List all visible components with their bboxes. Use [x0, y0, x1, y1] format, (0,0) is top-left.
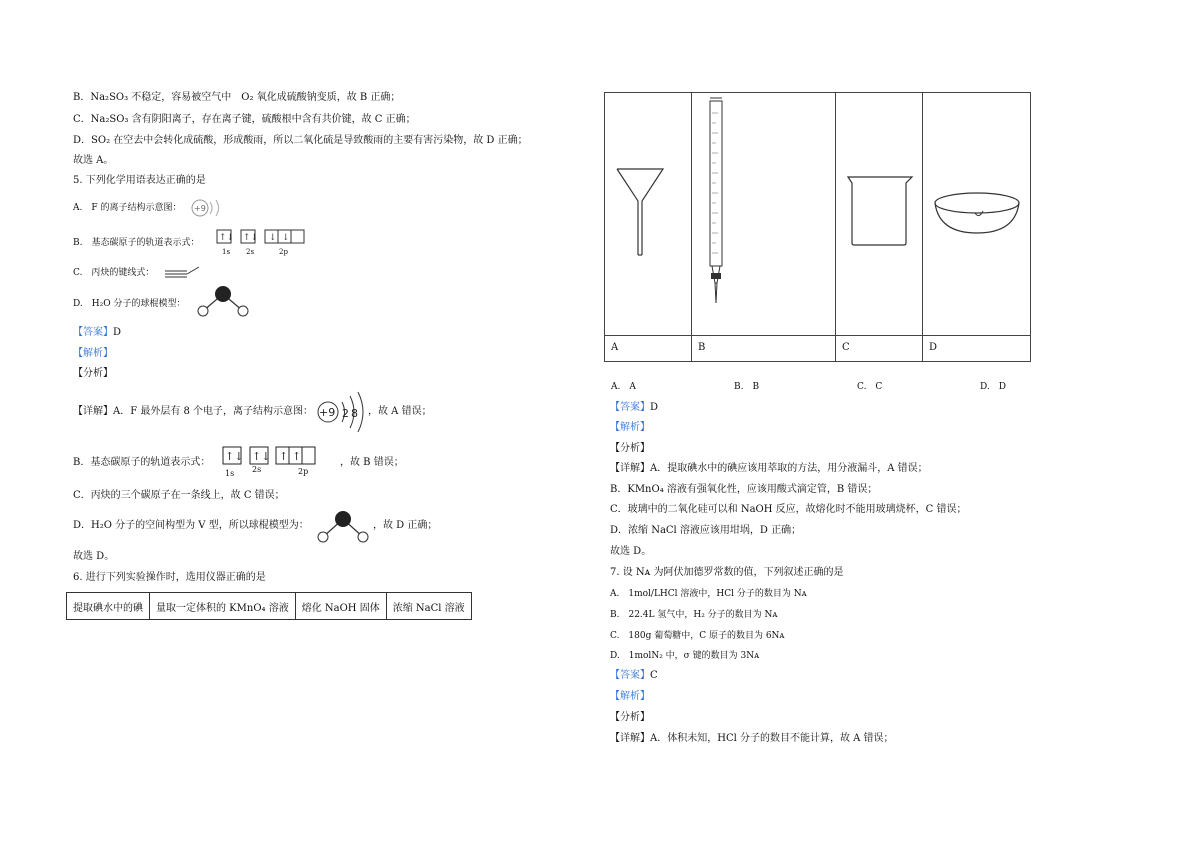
svg-text:↑: ↑ [292, 450, 302, 463]
table-cell: 浓缩 NaCl 溶液 [386, 593, 471, 620]
apparatus-label-b: B [698, 342, 706, 353]
detail-tag: 【详解】 [73, 406, 113, 417]
svg-text:↑↓: ↑↓ [219, 233, 235, 243]
fenxi-label: 【分析】 [73, 368, 113, 379]
detail-tag: 【详解】 [610, 733, 650, 744]
apparatus-cell-funnel [605, 93, 692, 335]
water-ball-stick-model [193, 284, 253, 318]
detail-tag: 【详解】 [610, 463, 650, 474]
svg-text:2: 2 [342, 407, 349, 420]
detail-text: A．提取碘水中的碘应该用萃取的方法，用分液漏斗，A 错误； [650, 463, 928, 474]
detail-q6-a [610, 462, 928, 476]
detail-a-end: ，故 A 错误； [368, 406, 432, 417]
analysis-tag: 【解析】 [73, 348, 113, 359]
answer-q5 [73, 326, 121, 340]
orbital-label-1s-large: 1s [225, 469, 235, 478]
detail-q6-c: C．玻璃中的二氧化硅可以和 NaOH 反应，故熔化时不能用玻璃烧杯，C 错误； [610, 504, 967, 515]
q7-option-c: C. 180g 葡萄糖中，C 原子的数目为 6Nᴀ [610, 631, 785, 641]
beaker-icon [836, 93, 922, 335]
option-b: B. 基态碳原子的轨道表示式： [73, 238, 200, 248]
detail-q7-a [610, 732, 894, 746]
svg-text:↑↓: ↑↓ [252, 450, 271, 463]
table-cell: 熔化 NaOH 固体 [295, 593, 386, 620]
burette-icon [692, 93, 835, 335]
choice-c: C. C [857, 382, 883, 392]
operations-table [66, 592, 472, 620]
answer-tag: 【答案】 [610, 670, 650, 681]
q7-option-b: B. 22.4L 氢气中，H₂ 分子的数目为 Nᴀ [610, 610, 778, 620]
answer-value: D [113, 327, 122, 338]
detail-text: A．F 最外层有 8 个电子，离子结构示意图： [113, 406, 314, 417]
apparatus-table [604, 92, 1031, 362]
detail-b: B．基态碳原子的轨道表示式： [73, 457, 211, 468]
text-line: B．Na₂SO₃ 不稳定，容易被空气中 O₂ 氧化成硫酸钠变质，故 B 正确； [73, 92, 401, 103]
apparatus-cell-beaker [836, 93, 923, 335]
evaporating-dish-icon [923, 93, 1031, 335]
q7-option-d: D. 1molN₂ 中，σ 键的数目为 3Nᴀ [610, 651, 760, 661]
fluorine-ion-structure-diagram-large [316, 390, 368, 434]
detail-q6-d: D．浓缩 NaCl 溶液应该用坩埚，D 正确； [610, 525, 802, 536]
orbital-label-1s: 1s [222, 248, 231, 256]
svg-text:↑: ↑ [279, 450, 289, 463]
svg-text:+9: +9 [319, 406, 336, 419]
apparatus-cell-crucible [923, 93, 1032, 335]
answer-tag: 【答案】 [73, 327, 113, 338]
answer-q6 [610, 401, 658, 415]
analysis-tag: 【解析】 [610, 691, 650, 702]
orbital-label-2s: 2s [246, 248, 255, 256]
separatory-funnel-icon [605, 93, 691, 335]
fluorine-ion-structure-diagram [190, 196, 224, 220]
text-line: D．SO₂ 在空去中会转化成硫酸，形成酸雨，所以二氧化硫是导致酸雨的主要有害污染物，故 D 正确； [73, 135, 528, 146]
table-cell: 量取一定体积的 KMnO₄ 溶液 [150, 593, 296, 620]
q7-option-a: A. 1mol/LHCl 溶液中，HCl 分子的数目为 Nᴀ [610, 589, 807, 599]
svg-text:↓: ↓ [282, 233, 290, 243]
detail-d-end: ，故 D 正确； [373, 520, 438, 531]
fenxi-label: 【分析】 [610, 443, 650, 454]
conclusion-q6: 故选 D。 [610, 546, 652, 557]
analysis-tag: 【解析】 [610, 422, 650, 433]
svg-text:+9: +9 [194, 204, 206, 213]
svg-text:↑↓: ↑↓ [243, 233, 259, 243]
detail-text: A．体积未知，HCl 分子的数目不能计算，故 A 错误； [650, 733, 894, 744]
detail-a [73, 405, 313, 419]
text-line: C．Na₂SO₃ 含有阴阳离子，存在离子键，硫酸根中含有共价键，故 C 正确； [73, 114, 416, 125]
apparatus-label-row [605, 335, 1030, 362]
propyne-bond-line-diagram [163, 264, 203, 280]
detail-q6-b: B．KMnO₄ 溶液有强氧化性，应该用酸式滴定管，B 错误； [610, 484, 878, 495]
svg-text:8: 8 [351, 407, 358, 420]
apparatus-label-a: A [611, 342, 619, 353]
table-cell: 提取碘水中的碘 [67, 593, 150, 620]
answer-q7 [610, 669, 658, 683]
option-d: D. H₂O 分子的球棍模型： [73, 299, 186, 309]
question-6: 6. 进行下列实验操作时，选用仪器正确的是 [73, 572, 266, 583]
choice-d: D. D [980, 382, 1006, 392]
orbital-label-2p-large: 2p [298, 467, 309, 476]
apparatus-cell-burette [692, 93, 836, 335]
conclusion: 故选 D。 [73, 551, 115, 562]
answer-value: C [650, 670, 658, 681]
detail-b-end: ，故 B 错误； [340, 457, 404, 468]
choice-a: A. A [611, 382, 636, 392]
question-5: 5. 下列化学用语表达正确的是 [73, 175, 206, 186]
text-line: 故选 A。 [73, 155, 114, 166]
apparatus-label-d: D [929, 342, 938, 353]
orbital-label-2s-large: 2s [252, 465, 262, 474]
answer-tag: 【答案】 [610, 402, 650, 413]
choice-b: B. B [734, 382, 760, 392]
table-row [67, 593, 472, 620]
detail-c: C．丙炔的三个碳原子在一条线上，故 C 错误； [73, 490, 285, 501]
answer-value: D [650, 402, 659, 413]
option-c: C. 丙炔的键线式： [73, 268, 155, 278]
fenxi-label: 【分析】 [610, 712, 650, 723]
option-a: A. F 的离子结构示意图： [73, 203, 182, 213]
apparatus-label-c: C [842, 342, 850, 353]
orbital-label-2p: 2p [279, 248, 288, 256]
water-ball-stick-model-large [313, 508, 373, 544]
svg-text:↑↓: ↑↓ [225, 450, 244, 463]
detail-d: D．H₂O 分子的空间构型为 V 型，所以球棍模型为： [73, 520, 309, 531]
svg-text:↓: ↓ [269, 233, 277, 243]
question-7: 7. 设 Nᴀ 为阿伏加德罗常数的值，下列叙述正确的是 [610, 567, 844, 578]
